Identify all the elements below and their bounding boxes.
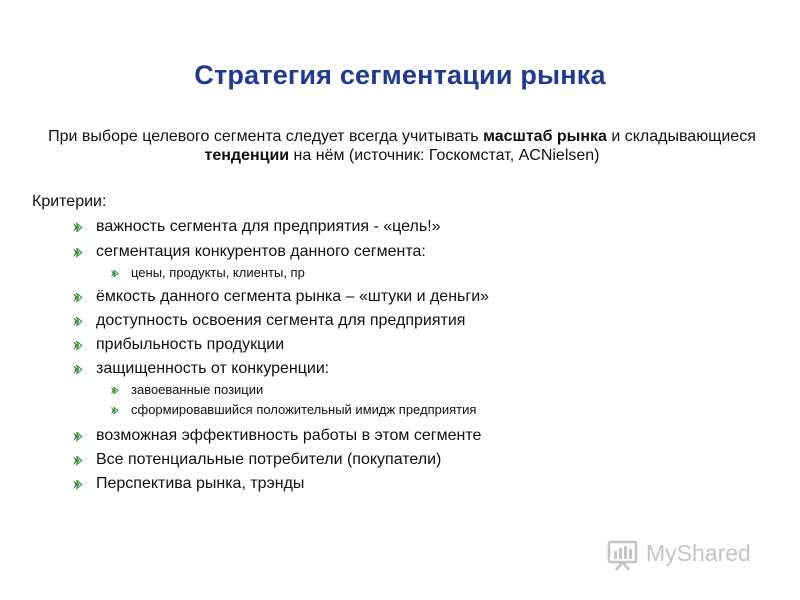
intro-text-3: на нём (источник: Госкомстат, ACNielsen)	[289, 147, 600, 164]
intro-bold-2: тенденции	[204, 147, 290, 164]
arrow-bullet-icon	[72, 292, 83, 303]
list-item: защищенность от конкуренции:	[96, 360, 330, 377]
watermark-logo-text: MyShared	[646, 540, 751, 566]
intro-text-1: При выборе целевого сегмента следует всегда учитывать	[48, 128, 484, 145]
arrow-bullet-icon	[72, 316, 83, 327]
sub-list-item: цены, продукты, клиенты, пр	[131, 265, 305, 280]
arrow-bullet-icon	[72, 364, 83, 375]
arrow-bullet-icon	[72, 479, 83, 490]
list-item: сегментация конкурентов данного сегмента:	[96, 243, 426, 260]
arrow-bullet-icon	[72, 340, 83, 351]
arrow-bullet-icon	[72, 222, 83, 233]
arrow-bullet-icon	[110, 269, 119, 278]
list-item: важность сегмента для предприятия - «цель!»	[96, 218, 441, 235]
list-item: Перспектива рынка, трэнды	[96, 475, 305, 492]
arrow-bullet-icon	[110, 386, 119, 395]
intro-bold-1: масштаб рынка	[483, 128, 607, 145]
list-item: возможная эффективность работы в этом сегменте	[96, 427, 482, 444]
list-item: Все потенциальные потребители (покупатели)	[96, 451, 442, 468]
list-item: ёмкость данного сегмента рынка – «штуки и деньги»	[96, 288, 490, 305]
slide-title: Стратегия сегментации рынка	[194, 60, 606, 90]
intro-text-2: и складывающиеся	[606, 128, 756, 145]
presentation-board-icon	[606, 538, 640, 572]
list-item: доступность освоения сегмента для предприятия	[96, 312, 466, 329]
sub-list-item: сформировавшийся положительный имидж предприятия	[131, 402, 477, 417]
arrow-bullet-icon	[72, 431, 83, 442]
arrow-bullet-icon	[72, 455, 83, 466]
list-item: прибыльность продукции	[96, 336, 285, 353]
watermark	[606, 538, 766, 572]
sub-list-item: завоеванные позиции	[131, 382, 264, 397]
arrow-bullet-icon	[72, 247, 83, 258]
arrow-bullet-icon	[110, 406, 119, 415]
criteria-heading: Критерии:	[32, 193, 107, 210]
